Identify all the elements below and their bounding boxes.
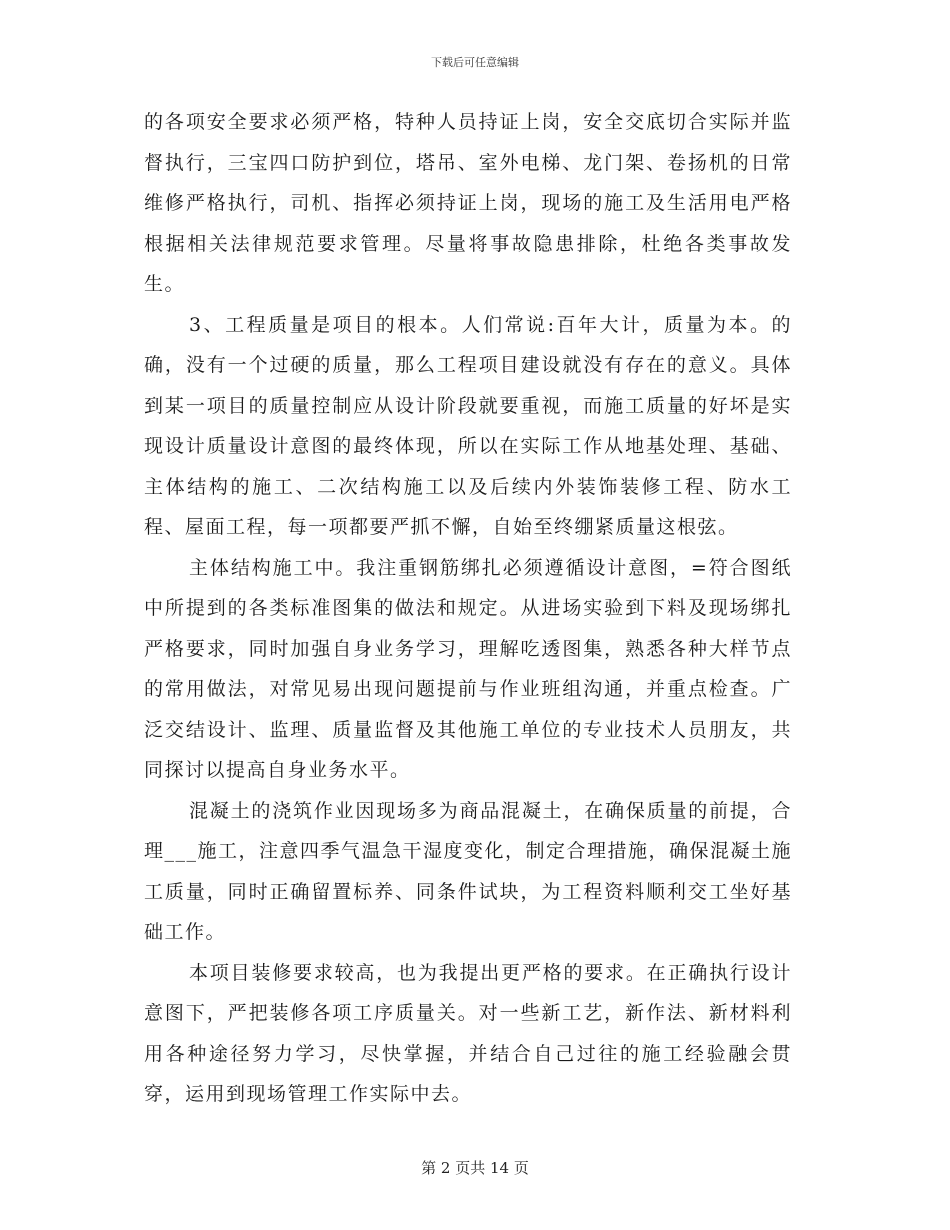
paragraph: 混凝土的浇筑作业因现场多为商品混凝土，在确保质量的前提，合理___施工，注意四季气温急干湿度变化，制定合理措施，确保混凝土施工质量，同时正确留置标养、同条件试块，为工程资料顺利交工坐好基础工作。 [144,799,793,943]
paragraph: 本项目装修要求较高，也为我提出更严格的要求。在正确执行设计意图下，严把装修各项工序质量关。对一些新工艺，新作法、新材料利用各种途径努力学习，尽快掌握，并结合自己过往的施工经验融会贯穿，运用到现场管理工作实际中去。 [144,961,792,1105]
paragraph: 主体结构施工中。我注重钢筋绑扎必须遵循设计意图，=符合图纸中所提到的各类标准图集的做法和规定。从进场实验到下料及现场绑扎严格要求，同时加强自身业务学习，理解吃透图集，熟悉各种大样节点的常用做法，对常见易出现问题提前与作业班组沟通，并重点检查。广泛交结设计、监理、质量监督及其他施工单位的专业技术人员朋友，共同探讨以提高自身业务水平。 [144,556,792,781]
document-body [144,102,792,1115]
paragraph: 3、工程质量是项目的根本。人们常说:百年大计，质量为本。的确，没有一个过硬的质量，那么工程项目建设就没有存在的意义。具体到某一项目的质量控制应从设计阶段就要重视，而施工质量的好坏是实现设计质量设计意图的最终体现，所以在实际工作从地基处理、基础、主体结构的施工、二次结构施工以及后续内外装饰装修工程、防水工程、屋面工程，每一项都要严抓不懈，自始至终绷紧质量这根弦。 [144,313,792,538]
page-number: 第 2 页共 14 页 [421,1159,529,1177]
paragraph: 的各项安全要求必须严格，特种人员持证上岗，安全交底切合实际并监督执行，三宝四口防护到位，塔吊、室外电梯、龙门架、卷扬机的日常维修严格执行，司机、指挥必须持证上岗，现场的施工及生活用电严格根据相关法律规范要求管理。尽量将事故隐患排除，杜绝各类事故发生。 [144,111,792,295]
page-header: 下载后可任意编辑 [431,56,519,69]
